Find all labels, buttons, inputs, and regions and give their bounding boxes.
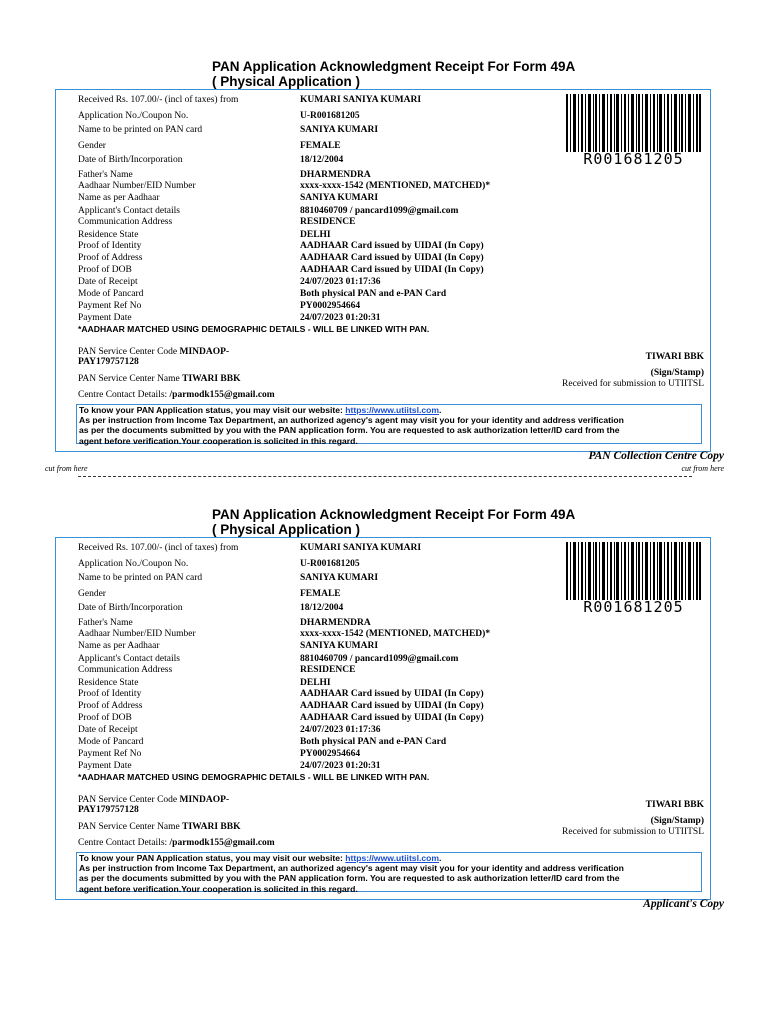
field-label: Gender — [78, 141, 106, 151]
service-code-value-2: PAY179757128 — [78, 357, 139, 367]
receipt-title — [212, 59, 575, 89]
field-label: Received Rs. 107.00/- (incl of taxes) from — [78, 95, 239, 105]
field-value: 18/12/2004 — [300, 155, 344, 165]
sign-stamp — [651, 368, 704, 378]
field-label: Payment Ref No — [78, 749, 142, 759]
cut-line — [78, 476, 692, 477]
sign-stamp — [651, 816, 704, 826]
field-value: 18/12/2004 — [300, 603, 344, 613]
received-for: Received for submission to UTIITSL — [562, 379, 704, 389]
field-value: AADHAAR Card issued by UIDAI (In Copy) — [300, 265, 484, 275]
field-value: 24/07/2023 01:20:31 — [300, 313, 381, 323]
info-text: To know your PAN Application status, you may visit our website: — [79, 853, 343, 863]
field-label: Name as per Aadhaar — [78, 641, 160, 651]
centre-contact — [78, 390, 275, 400]
sign-stamp-text: (Sign/Stamp) — [650, 368, 704, 378]
barcode-icon — [566, 94, 701, 152]
barcode-number: R001681205 — [583, 150, 684, 168]
field-value: SANIYA KUMARI — [300, 193, 379, 203]
sign-name — [646, 800, 704, 810]
field-label: Proof of Address — [78, 701, 143, 711]
info-line-3: as per the documents submitted by you with the PAN application form. You are requested to ask authorization letter/ID card from the — [79, 873, 620, 884]
service-code-value: MINDAOP- — [179, 347, 230, 357]
field-label: Applicant's Contact details — [78, 654, 180, 664]
title-line-1: PAN Application Acknowledgment Receipt For Form 49A — [212, 507, 576, 522]
cut-here-right: cut from here — [681, 464, 724, 473]
field-label: Date of Birth/Incorporation — [78, 603, 183, 613]
field-value: KUMARI SANIYA KUMARI — [300, 543, 422, 553]
field-label: Date of Birth/Incorporation — [78, 155, 183, 165]
field-value: DELHI — [300, 678, 331, 688]
field-value: xxxx-xxxx-1542 (MENTIONED, MATCHED)* — [300, 181, 491, 191]
field-label: Communication Address — [78, 217, 173, 227]
field-value: Both physical PAN and e-PAN Card — [300, 737, 447, 747]
field-label: Mode of Pancard — [78, 289, 144, 299]
field-label: Received Rs. 107.00/- (incl of taxes) from — [78, 543, 239, 553]
field-value: U-R001681205 — [300, 559, 360, 569]
applicant-copy-label: Applicant's Copy — [643, 898, 724, 910]
field-label: Name to be printed on PAN card — [78, 125, 203, 135]
field-value: 8810460709 / pancard1099@gmail.com — [300, 206, 459, 216]
field-label: Father's Name — [78, 170, 133, 180]
service-code-value: MINDAOP- — [179, 795, 230, 805]
field-label: Father's Name — [78, 618, 133, 628]
field-value: AADHAAR Card issued by UIDAI (In Copy) — [300, 701, 484, 711]
field-label: Applicant's Contact details — [78, 206, 180, 216]
receipt-box — [55, 537, 711, 900]
service-code-value-2: PAY179757128 — [78, 805, 139, 815]
contact-value: /parmodk155@gmail.com — [169, 838, 275, 848]
title-line-2: ( Physical Application ) — [212, 522, 361, 537]
field-label: Proof of Identity — [78, 689, 142, 699]
title-line-1: PAN Application Acknowledgment Receipt For Form 49A — [212, 59, 576, 74]
field-value: AADHAAR Card issued by UIDAI (In Copy) — [300, 253, 484, 263]
field-value: SANIYA KUMARI — [300, 125, 379, 135]
sign-name-text: TIWARI BBK — [645, 800, 704, 810]
field-label: Name to be printed on PAN card — [78, 573, 203, 583]
field-value: AADHAAR Card issued by UIDAI (In Copy) — [300, 689, 484, 699]
barcode-icon — [566, 542, 701, 600]
field-value: xxxx-xxxx-1542 (MENTIONED, MATCHED)* — [300, 629, 491, 639]
field-value: RESIDENCE — [300, 665, 356, 675]
field-label: Name as per Aadhaar — [78, 193, 160, 203]
field-value: FEMALE — [300, 589, 341, 599]
field-label: Payment Date — [78, 761, 132, 771]
barcode-graphic — [566, 542, 701, 600]
field-label: Date of Receipt — [78, 725, 138, 735]
info-box — [76, 404, 702, 444]
aadhaar-note: *AADHAAR MATCHED USING DEMOGRAPHIC DETAILS - WILL BE LINKED WITH PAN. — [78, 772, 430, 782]
service-name-value: TIWARI BBK — [182, 374, 241, 384]
field-label: Residence State — [78, 230, 139, 240]
utiitsl-link[interactable]: https://www.utiitsl.com — [345, 853, 440, 863]
service-name-label: PAN Service Center Name — [78, 822, 180, 832]
field-value: RESIDENCE — [300, 217, 356, 227]
barcode-number: R001681205 — [583, 598, 684, 616]
field-label: Proof of Address — [78, 253, 143, 263]
utiitsl-link[interactable]: https://www.utiitsl.com — [345, 405, 440, 415]
centre-contact — [78, 838, 275, 848]
info-line-4: agent before verification.Your cooperation is solicited in this regard. — [79, 435, 358, 446]
field-label: Payment Ref No — [78, 301, 142, 311]
info-line-1: To know your PAN Application status, you may visit our website: https://www.utiitsl.com. — [79, 853, 442, 863]
cut-here-left: cut from here — [45, 464, 88, 473]
sign-name — [646, 352, 704, 362]
field-value: 24/07/2023 01:20:31 — [300, 761, 381, 771]
field-value: FEMALE — [300, 141, 341, 151]
info-line-3: as per the documents submitted by you with the PAN application form. You are requested to ask authorization letter/ID card from the — [79, 425, 620, 436]
field-value: 8810460709 / pancard1099@gmail.com — [300, 654, 459, 664]
field-label: Mode of Pancard — [78, 737, 144, 747]
service-code-label: PAN Service Center Code — [78, 347, 178, 357]
field-label: Proof of Identity — [78, 241, 142, 251]
field-value: DHARMENDRA — [300, 170, 371, 180]
field-label: Date of Receipt — [78, 277, 138, 287]
receipt-box — [55, 89, 711, 452]
field-value: AADHAAR Card issued by UIDAI (In Copy) — [300, 241, 484, 251]
service-center-name — [78, 374, 240, 384]
service-center-code — [78, 347, 229, 367]
field-label: Residence State — [78, 678, 139, 688]
service-name-value: TIWARI BBK — [182, 822, 241, 832]
service-center-code — [78, 795, 229, 815]
barcode-graphic — [566, 94, 701, 152]
info-line-2: As per instruction from Income Tax Department, an authorized agency's agent may visit you for your identity and address verification — [79, 415, 624, 426]
sign-stamp-text: (Sign/Stamp) — [650, 816, 704, 826]
field-label: Proof of DOB — [78, 713, 132, 723]
field-value: DHARMENDRA — [300, 618, 371, 628]
contact-value: /parmodk155@gmail.com — [169, 390, 275, 400]
received-for: Received for submission to UTIITSL — [562, 827, 704, 837]
field-value: 24/07/2023 01:17:36 — [300, 725, 381, 735]
field-value: SANIYA KUMARI — [300, 641, 379, 651]
info-text: To know your PAN Application status, you may visit our website: — [79, 405, 343, 415]
contact-label: Centre Contact Details: — [78, 390, 168, 400]
receipt-title — [212, 507, 575, 537]
field-value: DELHI — [300, 230, 331, 240]
collection-centre-copy-label: PAN Collection Centre Copy — [588, 450, 724, 462]
service-code-label: PAN Service Center Code — [78, 795, 178, 805]
contact-label: Centre Contact Details: — [78, 838, 168, 848]
field-value: PY0002954664 — [300, 749, 361, 759]
info-line-1: To know your PAN Application status, you may visit our website: https://www.utiitsl.com. — [79, 405, 442, 415]
field-value: Both physical PAN and e-PAN Card — [300, 289, 447, 299]
field-label: Application No./Coupon No. — [78, 559, 189, 569]
title-line-2: ( Physical Application ) — [212, 74, 361, 89]
aadhaar-note: *AADHAAR MATCHED USING DEMOGRAPHIC DETAILS - WILL BE LINKED WITH PAN. — [78, 324, 430, 334]
field-value: 24/07/2023 01:17:36 — [300, 277, 381, 287]
field-value: U-R001681205 — [300, 111, 360, 121]
info-line-2: As per instruction from Income Tax Department, an authorized agency's agent may visit you for your identity and address verification — [79, 863, 624, 874]
service-name-label: PAN Service Center Name — [78, 374, 180, 384]
field-label: Communication Address — [78, 665, 173, 675]
field-label: Proof of DOB — [78, 265, 132, 275]
field-value: AADHAAR Card issued by UIDAI (In Copy) — [300, 713, 484, 723]
field-label: Application No./Coupon No. — [78, 111, 189, 121]
sign-name-text: TIWARI BBK — [645, 352, 704, 362]
field-label: Aadhaar Number/EID Number — [78, 181, 196, 191]
info-line-4: agent before verification.Your cooperation is solicited in this regard. — [79, 883, 358, 894]
field-value: KUMARI SANIYA KUMARI — [300, 95, 422, 105]
field-label: Gender — [78, 589, 106, 599]
field-label: Aadhaar Number/EID Number — [78, 629, 196, 639]
field-label: Payment Date — [78, 313, 132, 323]
service-center-name — [78, 822, 240, 832]
field-value: SANIYA KUMARI — [300, 573, 379, 583]
info-box — [76, 852, 702, 892]
field-value: PY0002954664 — [300, 301, 361, 311]
